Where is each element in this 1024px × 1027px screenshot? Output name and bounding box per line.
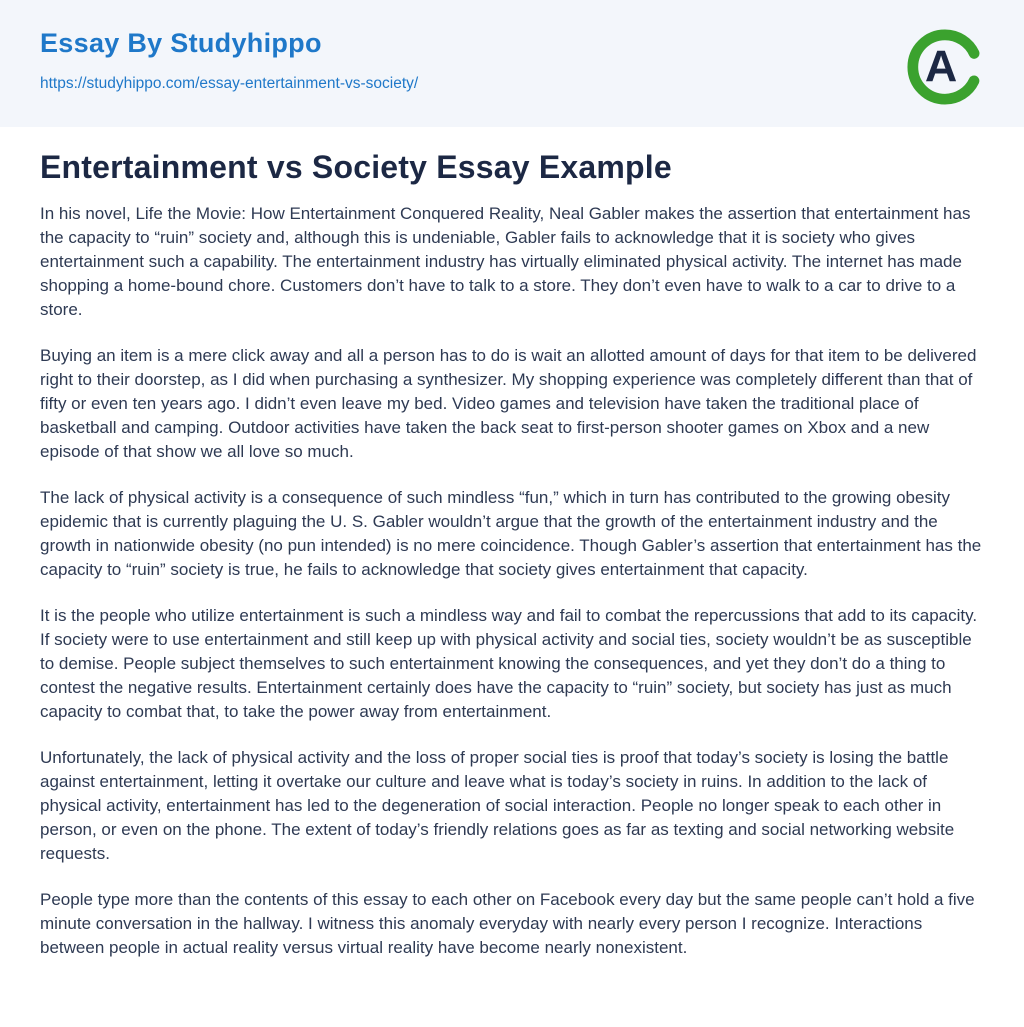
- studyhippo-logo: [906, 28, 984, 106]
- article: [0, 127, 1024, 990]
- essay-paragraph: It is the people who utilize entertainment is such a mindless way and fail to combat the repercussions that add to its capacity. If society were to use entertainment and still keep up with physical activity and social ties, society wouldn’t be as susceptible to demise. People subject themselves to such entertainment knowing the consequences, and yet they don’t do a thing to contest the negative results. Entertainment certainly does have the capacity to “ruin” society, but society has just as much capacity to combat that, to take the power away from entertainment.: [40, 606, 978, 721]
- source-url-link[interactable]: https://studyhippo.com/essay-entertainment-vs-society/: [40, 75, 419, 92]
- page-header: [0, 0, 1024, 127]
- essay-paragraph: The lack of physical activity is a consequence of such mindless “fun,” which in turn has contributed to the growing obesity epidemic that is currently plaguing the U. S. Gabler wouldn’t argue that the growth of the entertainment industry and the growth in nationwide obesity (no pun intended) is no mere coincidence. Though Gabler’s assertion that entertainment has the capacity to “ruin” society is true, he fails to acknowledge that society gives entertainment that capacity.: [40, 488, 982, 579]
- article-title: Entertainment vs Society Essay Example: [40, 149, 672, 185]
- essay-paragraph: Unfortunately, the lack of physical activity and the loss of proper social ties is proof that today’s society is losing the battle against entertainment, letting it overtake our culture and leave what is today’s society in ruins. In addition to the lack of physical activity, entertainment has led to the degeneration of social interaction. People no longer speak to each other in person, or even on the phone. The extent of today’s friendly relations goes as far as texting and social networking website requests.: [40, 748, 955, 863]
- essay-paragraph: Buying an item is a mere click away and all a person has to do is wait an allotted amount of days for that item to be delivered right to their doorstep, as I did when purchasing a synthesizer. My shopping experience was completely different than that of fifty or even ten years ago. I didn’t even leave my bed. Video games and television have taken the traditional place of basketball and camping. Outdoor activities have taken the back seat to first-person shooter games on Xbox and a new episode of that show we all love so much.: [40, 346, 977, 461]
- site-title: Essay By Studyhippo: [40, 28, 322, 58]
- essay-paragraph: In his novel, Life the Movie: How Entertainment Conquered Reality, Neal Gabler makes the assertion that entertainment has the capacity to “ruin” society and, although this is undeniable, Gabler fails to acknowledge that it is society who gives entertainment such a capability. The entertainment industry has virtually eliminated physical activity. The internet has made shopping a home-bound chore. Customers don’t have to talk to a store. They don’t even have to walk to a car to drive to a store.: [40, 204, 971, 319]
- essay-paragraph: People type more than the contents of this essay to each other on Facebook every day but the same people can’t hold a five minute conversation in the hallway. I witness this anomaly everyday with nearly every person I recognize. Interactions between people in actual reality versus virtual reality have become nearly nonexistent.: [40, 890, 975, 957]
- article-body: [40, 202, 984, 960]
- logo-letter: A: [924, 40, 958, 92]
- logo-ring-icon: [906, 28, 984, 106]
- header-text-group: [40, 28, 418, 93]
